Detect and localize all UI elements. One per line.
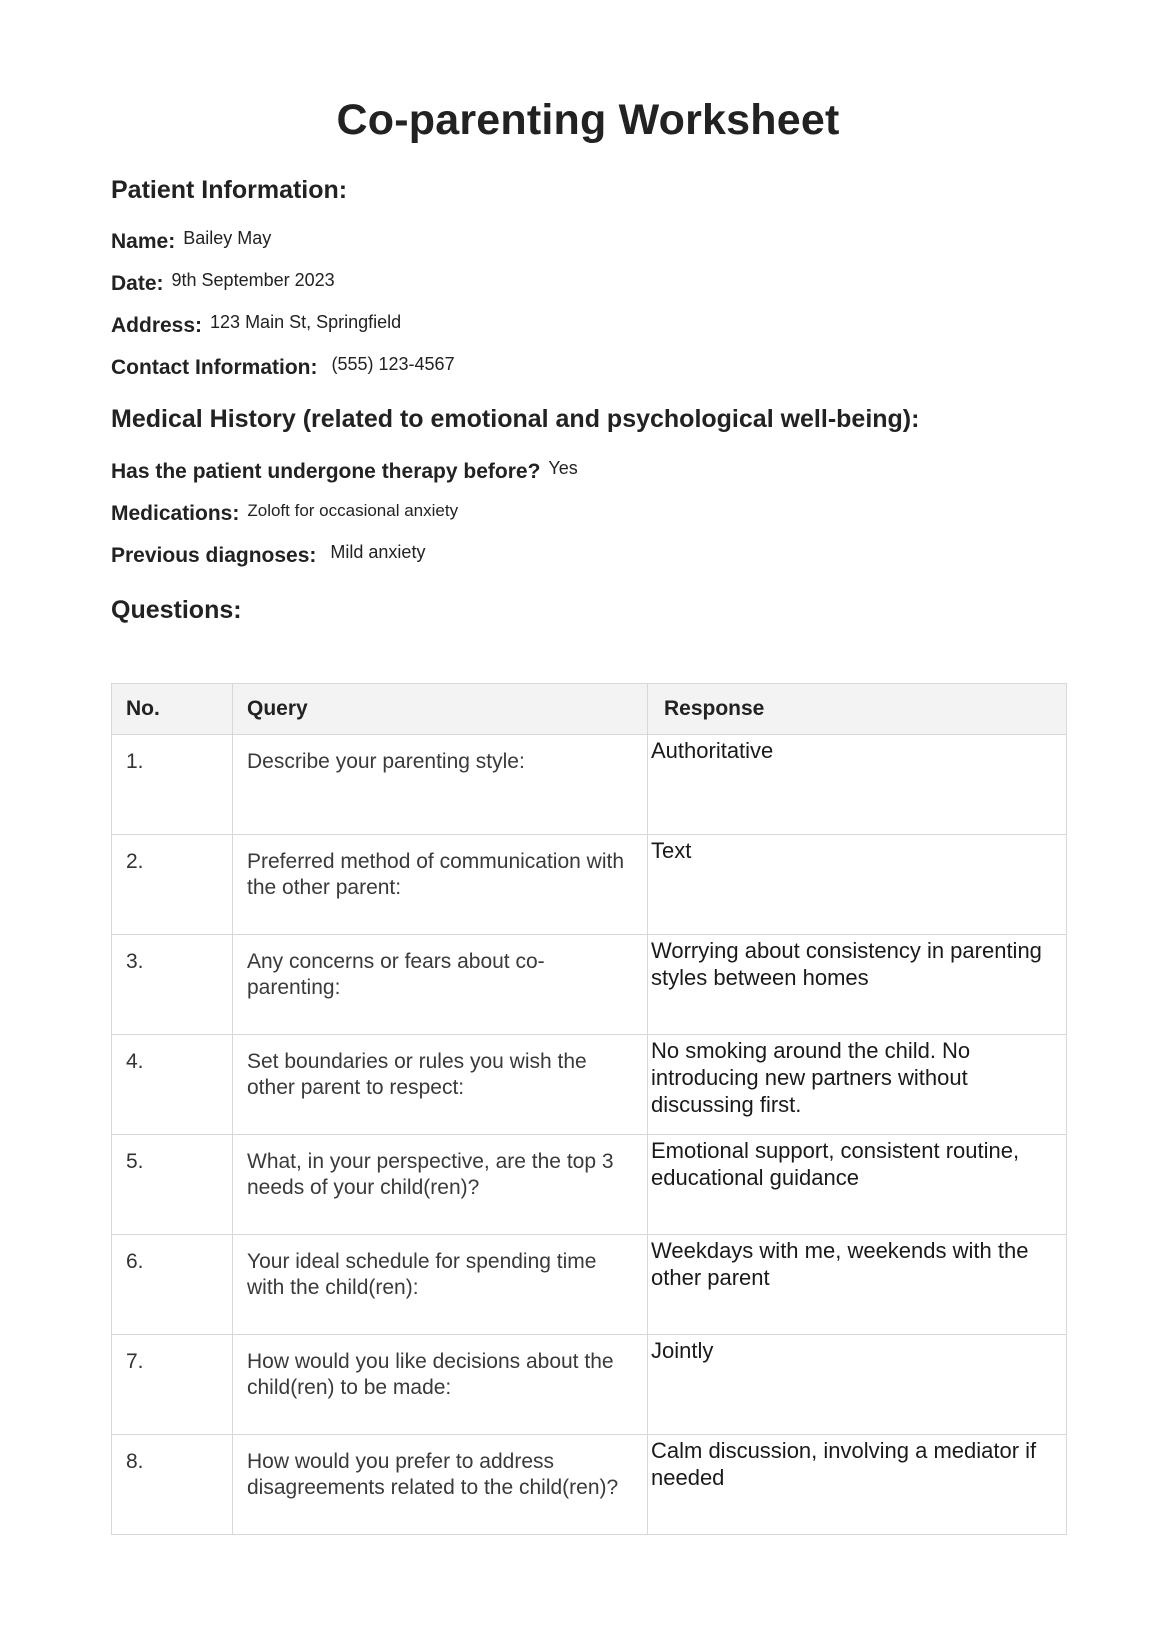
row-response: Authoritative [648,735,1067,835]
row-number: 6. [112,1235,233,1335]
row-query: Any concerns or fears about co-parenting: [233,935,648,1035]
row-response: Calm discussion, involving a mediator if needed [648,1435,1067,1535]
table-header-row [112,684,1067,735]
row-response: Emotional support, consistent routine, educational guidance [648,1135,1067,1235]
column-header-no: No. [112,684,233,735]
address-field [111,314,401,338]
questions-table [111,683,1067,1535]
row-response: Jointly [648,1335,1067,1435]
table-row [112,1435,1067,1535]
column-header-query: Query [233,684,648,735]
row-query: How would you like decisions about the child(ren) to be made: [233,1335,648,1435]
date-value: 9th September 2023 [171,270,335,290]
row-number: 8. [112,1435,233,1535]
name-value: Bailey May [183,228,272,248]
row-response: No smoking around the child. No introducing new partners without discussing first. [648,1035,1067,1135]
row-response: Worrying about consistency in parenting styles between homes [648,935,1067,1035]
row-response: Text [648,835,1067,935]
row-query: Your ideal schedule for spending time with the child(ren): [233,1235,648,1335]
date-label: Date: [111,272,164,295]
diagnoses-label: Previous diagnoses: [111,544,317,567]
address-value: 123 Main St, Springfield [210,312,402,332]
table-row [112,1335,1067,1435]
row-number: 1. [112,735,233,835]
row-number: 7. [112,1335,233,1435]
medications-field [111,502,458,526]
patient-information-heading: Patient Information: [111,176,348,204]
name-field [111,230,271,254]
page-title: Co-parenting Worksheet [336,96,840,144]
row-number: 3. [112,935,233,1035]
name-label: Name: [111,230,176,253]
row-number: 4. [112,1035,233,1135]
table-row [112,935,1067,1035]
questions-heading: Questions: [111,596,242,624]
contact-label: Contact Information: [111,356,318,379]
therapy-field [111,460,578,484]
therapy-label: Has the patient undergone therapy before? [111,460,541,483]
table-row [112,1235,1067,1335]
row-query: How would you prefer to address disagreements related to the child(ren)? [233,1435,648,1535]
row-query: Describe your parenting style: [233,735,648,835]
row-number: 2. [112,835,233,935]
diagnoses-field [111,544,425,568]
table-row [112,735,1067,835]
contact-field [111,356,455,380]
table-row [112,835,1067,935]
row-query: What, in your perspective, are the top 3 needs of your child(ren)? [233,1135,648,1235]
medical-history-heading: Medical History (related to emotional and psychological well-being): [111,405,920,433]
therapy-value: Yes [548,458,578,478]
column-header-response: Response [648,684,1067,735]
row-query: Set boundaries or rules you wish the other parent to respect: [233,1035,648,1135]
table-row [112,1135,1067,1235]
row-number: 5. [112,1135,233,1235]
row-query: Preferred method of communication with the other parent: [233,835,648,935]
medications-value: Zoloft for occasional anxiety [247,501,459,520]
medications-label: Medications: [111,502,240,525]
date-field [111,272,335,296]
address-label: Address: [111,314,203,337]
diagnoses-value: Mild anxiety [330,542,426,562]
row-response: Weekdays with me, weekends with the other parent [648,1235,1067,1335]
contact-value: (555) 123-4567 [331,354,455,374]
table-row [112,1035,1067,1135]
